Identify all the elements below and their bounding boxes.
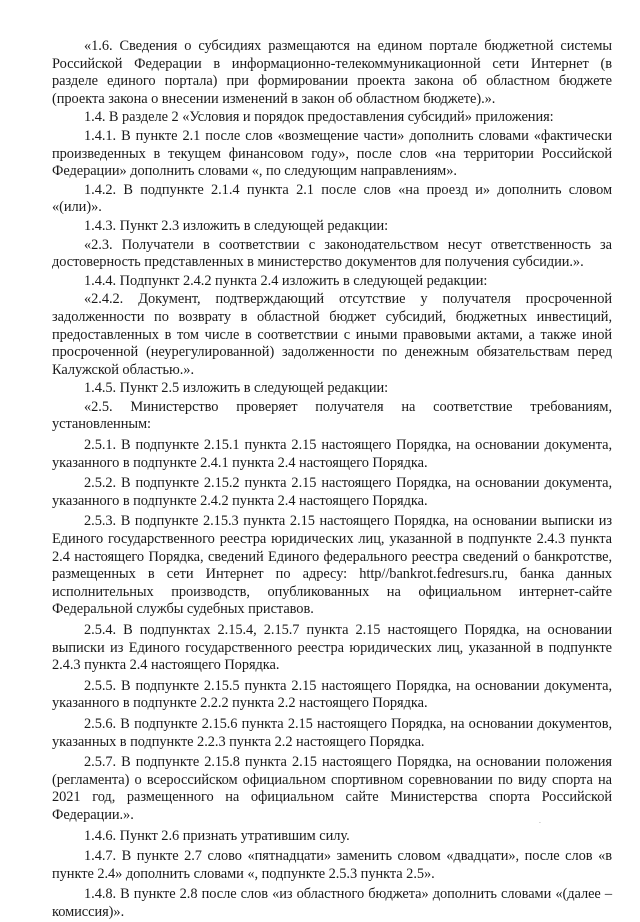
paragraph-2-5-4: 2.5.4. В подпунктах 2.15.4, 2.15.7 пункта 2.15 настоящего Порядка, на основании выписки из Единого государственного реестра юридических лиц, указанной в подпункте 2.4.3 пункта 2.4 настоящего Порядка.	[52, 622, 612, 674]
paragraph-1-4-2: 1.4.2. В подпункте 2.1.4 пункта 2.1 после слов «на проезд и» дополнить словом «(или)».	[52, 181, 612, 216]
paragraph-2-5-3: 2.5.3. В подпункте 2.15.3 пункта 2.15 настоящего Порядка, на основании выписки из Единого государственного реестра юридических лиц, указанной в подпункте 2.4.3 пункта 2.4 настоящего Порядка, сведений Единого федерального реестра сведений о банкротстве, размещенных в сети Интернет по адресу: http//bankrot.fedresurs.ru, банка данных исполнительных производств, опубликованных на официальном интернет-сайте Федеральной службы судебных приставов.	[52, 513, 612, 618]
paragraph-2-3: «2.3. Получатели в соответствии с законодательством несут ответственность за достоверность представленных в министерство документов для получения субсидии.».	[52, 236, 612, 271]
scan-speck: ·	[539, 820, 541, 827]
paragraph-2-5-5: 2.5.5. В подпункте 2.15.5 пункта 2.15 настоящего Порядка, на основании документа, указанного в подпункте 2.2.2 пункта 2.2 настоящего Порядка.	[52, 677, 612, 712]
paragraph-1-6: «1.6. Сведения о субсидиях размещаются на едином портале бюджетной системы Российской Федерации в информационно-телекоммуникационной сети Интернет (в разделе единого портала) при формировании проекта закона об областном бюджете (проекта закона о внесении изменений в закон об областном бюджете).».	[52, 38, 612, 107]
paragraph-1-4-7: 1.4.7. В пункте 2.7 слово «пятнадцати» заменить словом «двадцати», после слов «в пункте 2.4» дополнить словами «, подпункте 2.5.3 пункта 2.5».	[52, 848, 612, 882]
paragraph-2-5-6: 2.5.6. В подпункте 2.15.6 пункта 2.15 настоящего Порядка, на основании документов, указанных в подпункте 2.2.3 пункта 2.2 настоящего Порядка.	[52, 715, 612, 750]
paragraph-1-4-8: 1.4.8. В пункте 2.8 после слов «из областного бюджета» дополнить словами «(далее – комиссия)».	[52, 886, 612, 920]
paragraph-1-4: 1.4. В разделе 2 «Условия и порядок предоставления субсидий» приложения:	[84, 109, 554, 126]
paragraph-2-4-2: «2.4.2. Документ, подтверждающий отсутствие у получателя просроченной задолженности по возврату в областной бюджет субсидий, бюджетных инвестиций, предоставленных в том числе в соответствии с иными правовыми актами, а также иной просроченной (неурегулированной) задолженности по денежным обязательствам перед Калужской областью.».	[52, 291, 612, 378]
paragraph-1-4-5: 1.4.5. Пункт 2.5 изложить в следующей редакции:	[84, 380, 389, 397]
paragraph-2-5: «2.5. Министерство проверяет получателя на соответствие требованиям, установленным:	[52, 398, 612, 433]
paragraph-1-4-3: 1.4.3. Пункт 2.3 изложить в следующей редакции:	[84, 217, 389, 234]
paragraph-2-5-2: 2.5.2. В подпункте 2.15.2 пункта 2.15 настоящего Порядка, на основании документа, указанного в подпункте 2.4.2 пункта 2.4 настоящего Порядка.	[52, 475, 612, 509]
paragraph-2-5-1: 2.5.1. В подпункте 2.15.1 пункта 2.15 настоящего Порядка, на основании документа, указанного в подпункте 2.4.1 пункта 2.4 настоящего Порядка.	[52, 437, 612, 471]
paragraph-1-4-6: 1.4.6. Пункт 2.6 признать утратившим силу.	[84, 827, 350, 844]
paragraph-1-4-4: 1.4.4. Подпункт 2.4.2 пункта 2.4 изложить в следующей редакции:	[84, 272, 488, 289]
document-body	[52, 38, 612, 922]
paragraph-1-4-1: 1.4.1. В пункте 2.1 после слов «возмещение части» дополнить словами «фактически произведенных в текущем финансовом году», после слов «на территории Российской Федерации» дополнить словами «, по следующим направлениям».	[52, 127, 612, 180]
paragraph-2-5-7: 2.5.7. В подпункте 2.15.8 пункта 2.15 настоящего Порядка, на основании положения (регламента) о всероссийском официальном спортивном соревновании по виду спорта на 2021 год, размещенного на официальном сайте Министерства спорта Российской Федерации.».	[52, 754, 612, 823]
